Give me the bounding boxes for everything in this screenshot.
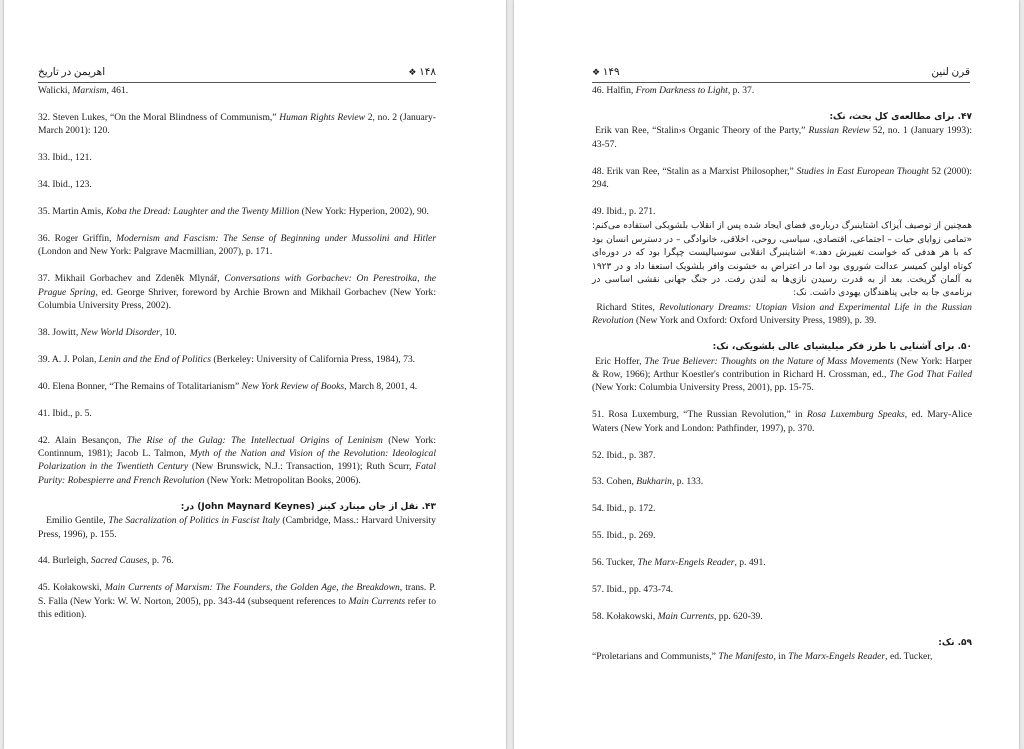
footnote-43: Emilio Gentile, The Sacralization of Politics in Fascist Italy (Cambridge, Mass.: Harvard University Press, 1996), p. 155.: [38, 515, 436, 540]
right-page-header: [592, 64, 970, 83]
footnote-47: Erik van Ree, “Stalin›s Organic Theory of the Party,” Russian Review 52, no. 1 (January 1993): 43-57.: [592, 125, 973, 150]
footnote-35: 35. Martin Amis, Koba the Dread: Laughter and the Twenty Million (New York: Hyperion, 2002), 90.: [38, 206, 429, 218]
footnote-42: 42. Alain Besançon, The Rise of the Gulag: The Intellectual Origins of Leninism (New York: Continnum, 1981); Jacob L. Talmon, Myth of the Nation and Vision of the Revolution: Ideological Polarization in the Twentieth Century (New Brunswick, N.J.: Transaction, 1991); Ruth Scurr, Fatal Purity: Robespierre and French Revolution (New York: Metropolitan Books, 2006).: [38, 434, 437, 486]
diamond-ornament-icon: ❖: [592, 67, 601, 77]
left-footnotes: [38, 84, 436, 635]
left-page-number-group: [408, 66, 436, 78]
footnote-59: “Proletarians and Communists,” The Manifesto, in The Marx-Engels Reader, ed. Tucker,: [592, 651, 933, 663]
right-page: [514, 0, 1019, 749]
footnote-52: 52. Ibid., p. 387.: [592, 449, 656, 461]
right-page-number-group: [592, 66, 620, 78]
footnote: Walicki, Marxism, 461.: [38, 85, 129, 96]
left-page: [4, 0, 506, 749]
footnote-50: Eric Hoffer, The True Believer: Thoughts on the Nature of Mass Movements (New York: Harper & Row, 1966); Arthur Koestler's contribution in Richard H. Crossman, ed., The God That Failed (New York: Columbia University Press, 2001), pp. 15-75.: [592, 355, 972, 394]
footnote-48: 48. Erik van Ree, “Stalin as a Marxist Philosopher,” Studies in East European Thought 52 (2000): 294.: [592, 165, 972, 191]
footnote-32: 32. Steven Lukes, “On the Moral Blindness of Communism,” Human Rights Review 2, no. 2 (January-March 2001): 120.: [38, 111, 436, 137]
footnote-33: 33. Ibid., 121.: [38, 152, 92, 164]
footnote-40: 40. Elena Bonner, “The Remains of Totalitarianism” New York Review of Books, March 8, 2001, 4.: [38, 380, 418, 392]
footnote-39: 39. A. J. Polan, Lenin and the End of Politics (Berkeley: University of California Press, 1984), 73.: [38, 353, 416, 365]
footnote-59-persian: ۵۹. نک:: [938, 637, 972, 648]
right-footnotes: [592, 84, 972, 677]
footnote-49-citation: Richard Stites, Revolutionary Dreams: Utopian Vision and Experimental Life in the Russian Revolution (New York and Oxford: Oxford University Press, 1989), p. 39.: [592, 301, 972, 327]
footnote-51: 51. Rosa Luxemburg, “The Russian Revolution,” in Rosa Luxemburg Speaks, ed. Mary-Alice Waters (New York and London: Pathfinder, 1997), p. 370.: [592, 409, 972, 434]
footnote-41: 41. Ibid., p. 5.: [38, 407, 92, 419]
left-page-number: ۱۴۸: [419, 67, 436, 78]
footnote-38: 38. Jowitt, New World Disorder, 10.: [38, 326, 177, 338]
footnote-34: 34. Ibid., 123.: [38, 179, 92, 191]
diamond-ornament-icon: ❖: [408, 67, 417, 77]
footnote-54: 54. Ibid., p. 172.: [592, 503, 656, 515]
footnote-55: 55. Ibid., p. 269.: [592, 530, 656, 542]
footnote-50-persian: ۵۰. برای آشنایی با طرز فکر میلیشیای عالی بلشویکی، نک:: [712, 342, 972, 353]
right-running-title: قرن لنین: [931, 67, 970, 78]
footnote-58: 58. Kołakowski, Main Currents, pp. 620-39.: [592, 610, 763, 622]
footnote-56: 56. Tucker, The Marx-Engels Reader, p. 491.: [592, 557, 766, 569]
left-running-title: اهریمن در تاریخ: [38, 67, 106, 78]
footnote-46: 46. Halfin, From Darkness to Light, p. 37.: [592, 85, 755, 96]
footnote-43-persian: ۴۳. نقل از جان مینارد کینز (John Maynard Keynes) در:: [180, 501, 436, 512]
footnote-53: 53. Cohen, Bukharin, p. 133.: [592, 476, 704, 488]
footnote-45: 45. Kołakowski, Main Currents of Marxism: The Founders, the Golden Age, the Breakdown, trans. P. S. Falla (New York: W. W. Norton, 2005), pp. 343-44 (subsequent references to Main Currents refer to this edition).: [38, 582, 436, 621]
left-page-header: [38, 64, 436, 83]
footnote-37: 37. Mikhail Gorbachev and Zdeněk Mlynář, Conversations with Gorbachev: On Perestroika, the Prague Spring, ed. George Shriver, foreword by Archie Brown and Mikhail Gorbachev (New York: Columbia University Press, 2002).: [38, 273, 436, 312]
footnote-44: 44. Burleigh, Sacred Causes, p. 76.: [38, 555, 174, 567]
footnote-36: 36. Roger Griffin, Modernism and Fascism: The Sense of Beginning under Mussolini and Hitler (London and New York: Palgrave Macmillian, 2007), p. 171.: [38, 232, 436, 258]
footnote-47-persian: ۴۷. برای مطالعه‌ی کل بحث، نک:: [829, 111, 972, 122]
footnote-57: 57. Ibid., pp. 473-74.: [592, 584, 674, 596]
footnote-49-persian: همچنین از توصیف آیزاک اشتاینبرگ درباره‌ی فضای ایجاد شده پس از انقلاب بلشویکی استفاده می‌کنم: «تمامی زوایای حیات – اجتماعی، اقتصادی، سیاسی، روحی، اخلاقی، خانوادگی – در دسترس انسان بود که با هر هدفی که خواست تغییرش دهد.» اشتاینبرگ انقلابی سوسیالیست چپگرا بود که در دوره‌ای کوتاه اولین کمیسر عدالت شوروی بود اما در اعتراض به خشونت وافر بلشویک استعفا داد و در ۱۹۲۳ به آلمان گریخت. بعد از به قدرت رسیدن نازی‌ها به لندن رفت. در جنگ جهانی نقشی اساسی در برنامه‌ی جا به جایی پناهندگان یهودی داشت. نک:: [592, 221, 972, 299]
right-page-number: ۱۴۹: [602, 67, 620, 78]
footnote-49: 49. Ibid., p. 271.: [592, 205, 656, 217]
